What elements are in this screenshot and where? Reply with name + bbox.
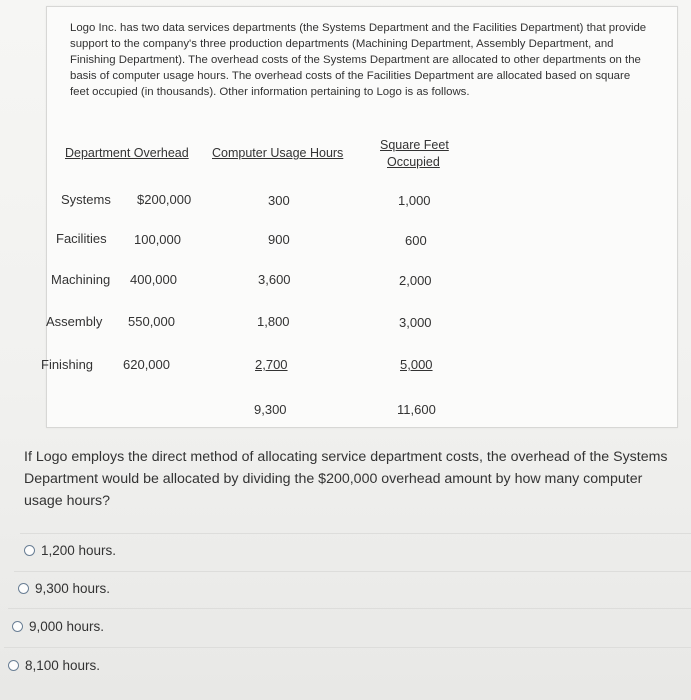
header-department-overhead: Department Overhead	[65, 146, 189, 160]
row-facilities-sqft: 600	[405, 233, 427, 248]
answer-option-label: 1,200 hours.	[41, 543, 117, 558]
row-systems-dept: Systems	[61, 192, 111, 207]
row-machining-overhead: 400,000	[130, 272, 177, 287]
header-occupied: Occupied	[387, 155, 440, 169]
option-divider	[14, 571, 691, 572]
answer-option-label: 8,100 hours.	[25, 658, 101, 673]
radio-icon[interactable]	[24, 545, 35, 556]
header-computer-usage-hours: Computer Usage Hours	[212, 146, 344, 160]
header-square-feet: Square Feet	[380, 138, 449, 152]
answer-option-label: 9,300 hours.	[35, 581, 111, 596]
row-finishing-hours: 2,700	[255, 357, 288, 372]
answer-option-3[interactable]	[12, 619, 104, 634]
row-machining-dept: Machining	[51, 272, 111, 287]
radio-icon[interactable]	[8, 660, 19, 671]
radio-icon[interactable]	[12, 621, 23, 632]
radio-icon[interactable]	[18, 583, 29, 594]
row-systems-overhead: $200,000	[137, 192, 192, 207]
row-facilities-overhead: 100,000	[134, 232, 181, 247]
row-assembly-dept: Assembly	[46, 314, 103, 329]
answer-option-1[interactable]	[24, 543, 116, 558]
row-machining-sqft: 2,000	[399, 273, 432, 288]
row-assembly-hours: 1,800	[257, 314, 290, 329]
row-finishing-overhead: 620,000	[123, 357, 170, 372]
row-systems-hours: 300	[268, 193, 290, 208]
answer-option-label: 9,000 hours.	[29, 619, 105, 634]
row-systems-sqft: 1,000	[398, 193, 431, 208]
row-finishing-sqft: 5,000	[400, 357, 433, 372]
question-text: If Logo employs the direct method of allocating service department costs, the overhead of the Systems Department would be allocated by dividing the $200,000 overhead amount by how many computer usage hours?	[24, 449, 668, 509]
answer-option-4[interactable]	[8, 658, 100, 673]
row-machining-hours: 3,600	[258, 272, 291, 287]
row-assembly-sqft: 3,000	[399, 315, 432, 330]
option-divider	[8, 608, 691, 609]
row-facilities-dept: Facilities	[56, 231, 107, 246]
row-facilities-hours: 900	[268, 232, 290, 247]
option-divider	[4, 647, 691, 648]
answer-option-2[interactable]	[18, 581, 110, 596]
row-finishing-dept: Finishing	[41, 357, 94, 372]
total-hours: 9,300	[254, 402, 287, 417]
total-sqft: 11,600	[397, 402, 436, 417]
intro-paragraph: Logo Inc. has two data services departments (the Systems Department and the Facilities Department) that provide support to the company's three production departments (Machining Department, Assembly Department, and Finishing Department). The overhead costs of the Systems Department are allocated to other departments on the basis of computer usage hours. The overhead costs of the Facilities Department are allocated based on square feet occupied (in thousands). Other information pertaining to Logo is as follows.	[70, 22, 647, 98]
option-divider	[20, 533, 691, 534]
row-assembly-overhead: 550,000	[128, 314, 175, 329]
